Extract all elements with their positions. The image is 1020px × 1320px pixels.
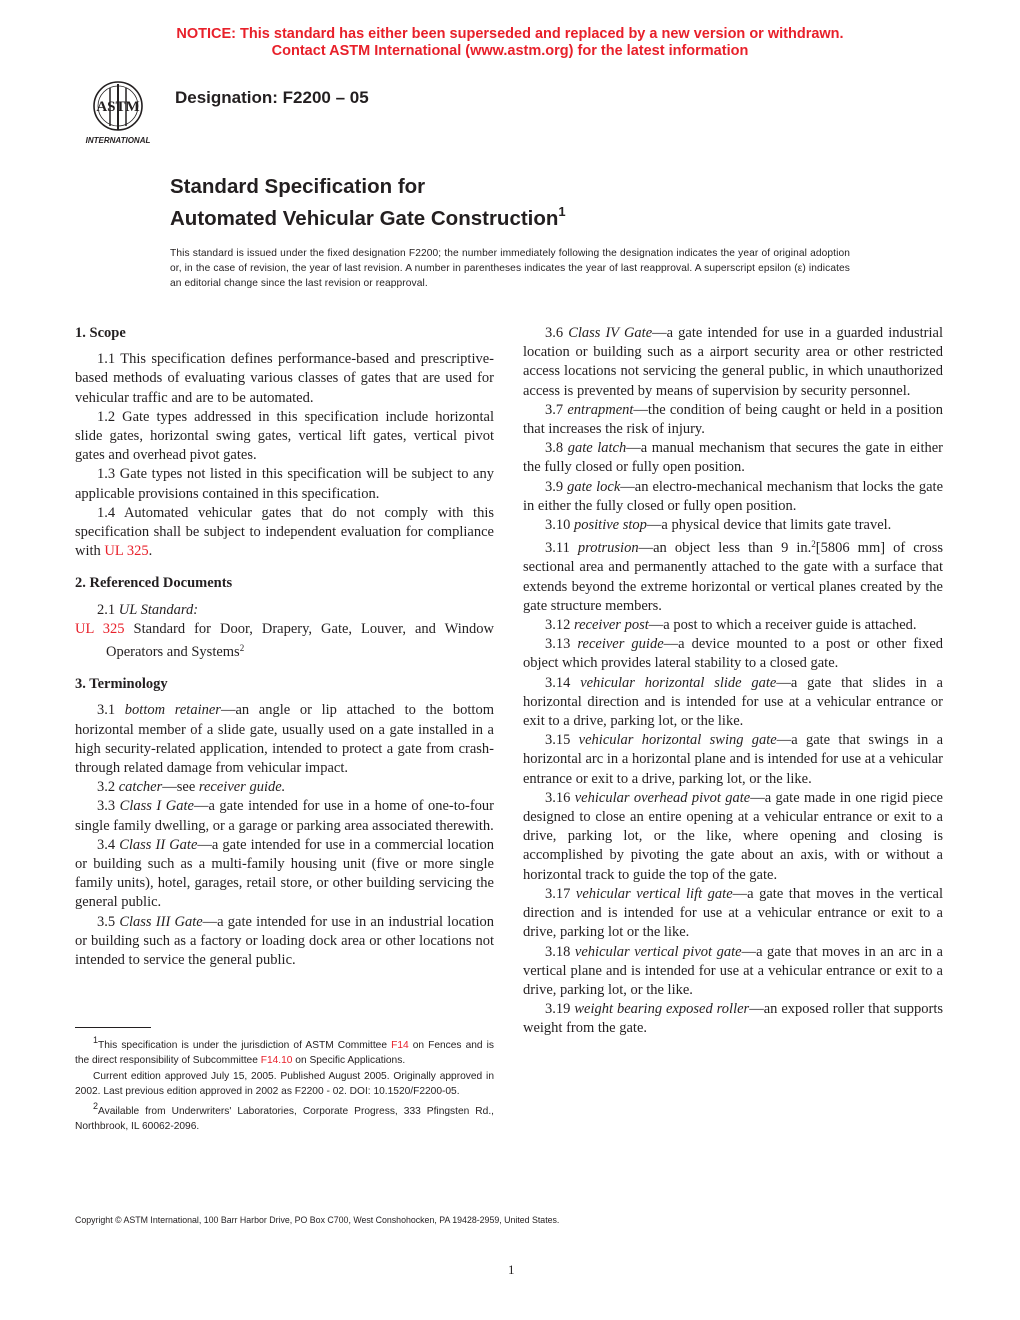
footnote-divider (75, 1027, 151, 1028)
definition-3-8: 3.8 gate latch—a manual mechanism that secures the gate in either the fully closed or fully open position. (523, 440, 943, 476)
definition-3-9: 3.9 gate lock—an electro-mechanical mechanism that locks the gate in either the fully closed or fully open position. (523, 478, 943, 514)
definition-3-19: 3.19 weight bearing exposed roller—an exposed roller that supports weight from the gate. (523, 1001, 944, 1037)
definition-3-4: 3.4 Class II Gate—a gate intended for use in a commercial location or building such as a multi-family housing unit (five or more single family units), hotel, garages, retail store, or other building servicing the general public. (75, 836, 494, 911)
section-heading-scope: 1. Scope (75, 325, 126, 341)
logo-text: INTERNATIONAL (85, 136, 151, 145)
definition-3-11: 3.11 protrusion—an object less than 9 in.$^2$[5806 mm] of cross sectional area and permanently attached to the gate with a surface that extends beyond the extreme horizontal or vertical planes created by the gate structure members. (523, 539, 944, 614)
section-heading-referenced: 2. Referenced Documents (75, 575, 233, 592)
paragraph-2-1: 2.1 UL Standard: (97, 601, 199, 618)
definition-3-17: 3.17 vehicular vertical lift gate—a gate that moves in the vertical direction and is intended for use at a vehicular entrance or exit to a drive, parking lot or the like. (523, 885, 944, 941)
paragraph-1-1: 1.1 This specification defines performance-based and prescriptive-based methods of evaluating various classes of gates that are used for vehicular traffic and are to be automated. (75, 351, 494, 406)
copyright: Copyright © ASTM International, 100 Barr Harbor Drive, PO Box C700, West Conshohocken, PA 19428-2959, United States. (75, 1215, 560, 1225)
astm-logo-icon (72, 78, 164, 148)
definition-3-7: 3.7 entrapment—the condition of being caught or held in a position that increases the risk of injury. (523, 401, 944, 438)
definition-3-14: 3.14 vehicular horizontal slide gate—a gate that slides in a horizontal direction and is intended for use at a vehicular entrance or exit to a drive, parking lot, or the like. (523, 674, 943, 730)
logo-mark: ASTM (96, 99, 140, 115)
definition-3-2: 3.2 catcher—see receiver guide. (97, 779, 286, 796)
right-column (523, 324, 943, 1039)
title-footnote-ref: 1 (558, 204, 566, 219)
title-line-1: Standard Specification for (170, 175, 426, 198)
definition-3-10: 3.10 positive stop—a physical device that limits gate travel. (545, 517, 892, 534)
f14-10-link[interactable]: F14.10 (260, 1055, 293, 1067)
definition-3-13: 3.13 receiver guide—a device mounted to a post or other fixed object which provides lateral stability to a closed gate. (523, 636, 944, 672)
definition-3-15: 3.15 vehicular horizontal swing gate—a gate that swings in a horizontal arc in a horizontal plane and is intended for use at a vehicular entrance or exit to a drive, parking lot, or the like. (523, 732, 944, 787)
f14-link[interactable]: F14 (391, 1040, 409, 1051)
designation: Designation: F2200 – 05 (175, 88, 369, 107)
definition-3-12: 3.12 receiver post—a post to which a receiver guide is attached. (545, 617, 917, 634)
withdrawal-notice (0, 26, 1020, 60)
definition-3-18: 3.18 vehicular vertical pivot gate—a gate that moves in an arc in a vertical plane and is intended for use at a vehicular entrance or exit to a drive, parking lot, or the like. (523, 943, 943, 998)
paragraph-1-3: 1.3 Gate types not listed in this specification will be subject to any applicable provisions contained in this specification. (75, 466, 494, 502)
footnotes (75, 1027, 494, 1135)
reference-ul325: UL 325 Standard for Door, Drapery, Gate, Louver, and Window Operators and Systems$^2$ (75, 620, 494, 661)
ul325-link[interactable]: UL 325 (104, 543, 149, 560)
left-column (75, 324, 494, 970)
definition-3-5: 3.5 Class III Gate—a gate intended for use in an industrial location or building such as a factory or loading dock area or other locations not intended to service the general public. (75, 913, 495, 969)
paragraph-1-2: 1.2 Gate types addressed in this specification include horizontal slide gates, horizontal swing gates, vertical lift gates, vertical pivot gates and overhead pivot gates. (75, 408, 494, 464)
section-heading-terminology: 3. Terminology (75, 676, 168, 693)
notice-line-2: Contact ASTM International (www.astm.org) for the latest information (271, 43, 749, 59)
definition-3-6: 3.6 Class IV Gate—a gate intended for use in a guarded industrial location or building such as a airport security area or other restricted access locations not servicing the general public, in which unauthorized access is prevented by means of supervision by security personnel. (523, 325, 943, 399)
footnote-1-edition: Current edition approved July 15, 2005. Published August 2005. Originally approved in 2002. Last previous edition approved in 2002 as F2200 - 02. DOI: 10.1520/F2200-05. (75, 1070, 494, 1097)
footnote-1: $^1$This specification is under the jurisdiction of ASTM Committee F14 on Fences and is the direct responsibility of Subcommittee F14.10 on Specific Applications. (75, 1035, 495, 1067)
definition-3-3: 3.3 Class I Gate—a gate intended for use in a home of one-to-four single family dwelling, or a garage or parking area associated therewith. (75, 798, 495, 834)
notice-line-1: NOTICE: This standard has either been superseded and replaced by a new version or withdrawn. (176, 26, 844, 42)
definition-3-16: 3.16 vehicular overhead pivot gate—a gate made in one rigid piece designed to close an entire opening at a vehicular entrance or exit to a drive, parking lot, or the like, where opening and closing is accomplished by pivoting the gate about an axis, with or without a horizontal track to guide the top of the gate. (523, 789, 943, 883)
paragraph-1-4: 1.4 Automated vehicular gates that do not comply with this specification shall be subject to independent evaluation for compliance with UL 325. (75, 504, 494, 560)
page-title (170, 174, 566, 231)
definition-3-1: 3.1 bottom retainer—an angle or lip attached to the bottom horizontal member of a slide gate, usually used on a gate installed in a high security-related application, intended to protect a gate from crash-through related damage from vehicular impact. (75, 702, 494, 777)
title-line-2: Automated Vehicular Gate Construction (170, 207, 559, 230)
footnote-2: $^2$Available from Underwriters' Laboratories, Corporate Progress, 333 Pfingsten Rd., Northbrook, IL 60062-2096. (75, 1101, 494, 1133)
issued-note: This standard is issued under the fixed designation F2200; the number immediately following the designation indicates the year of original adoption or, in the case of revision, the year of last revision. A number in parentheses indicates the year of last reapproval. A superscript epsilon (ε) indicates an editorial change since the last revision or reapproval. (170, 248, 850, 289)
ul325-reference-link[interactable]: UL 325 (75, 620, 125, 637)
page-number: 1 (508, 1262, 515, 1277)
